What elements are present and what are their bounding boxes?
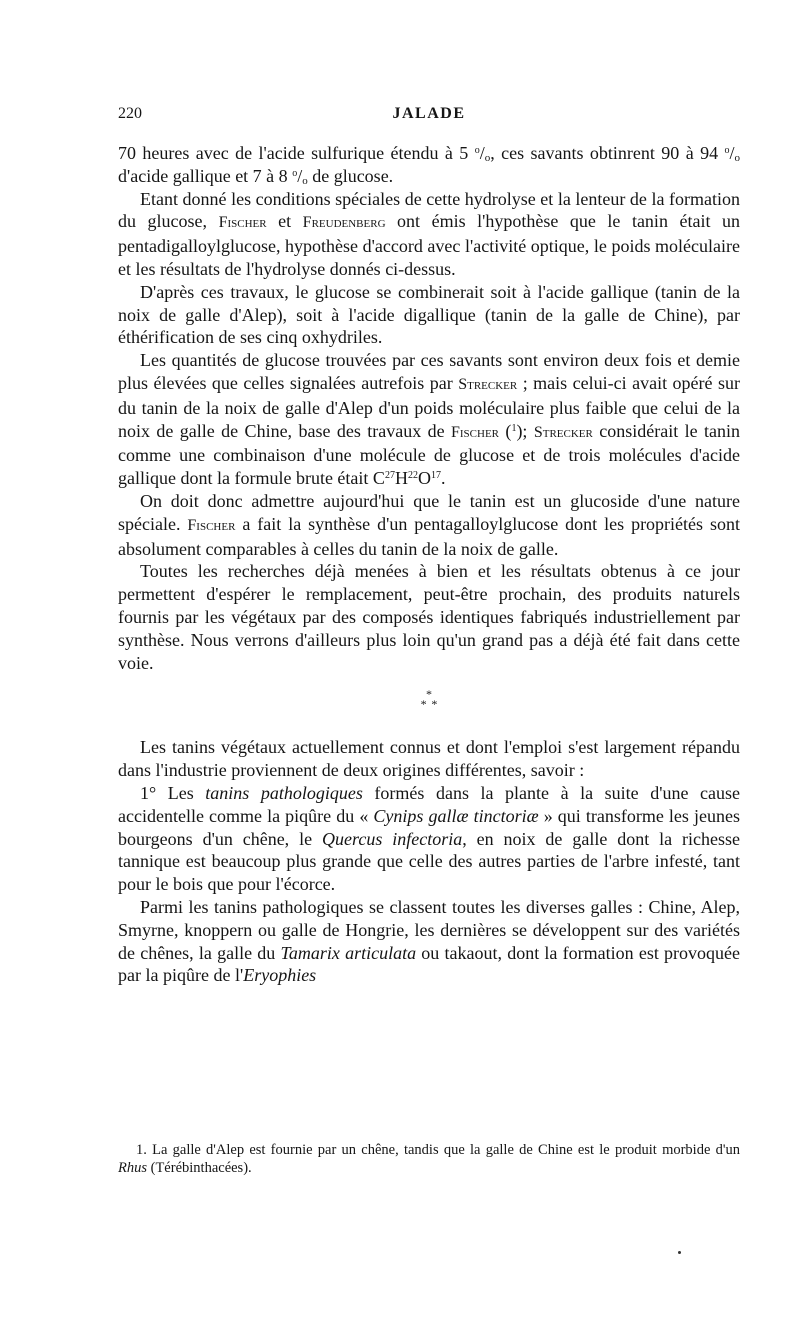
paragraph — [118, 188, 740, 281]
text-run: ou takaout, dont la formation est provoquée par la piqûre de l' — [118, 942, 741, 986]
subscript: o — [734, 152, 741, 164]
text-run: ont émis l'hypothèse que le tanin était un pentadigalloylglucose, hypothèse d'accord avec l'activité optique, le poids moléculaire et les résultats de l'hydrolyse donnés ci-dessus. — [118, 211, 740, 279]
paragraph — [118, 142, 740, 188]
text-run: Les tanins végétaux actuellement connus et dont l'emploi s'est largement répandu dans l'industrie proviennent de deux origines différentes, savoir : — [118, 737, 740, 781]
text-run: O — [417, 468, 431, 489]
page-speck — [678, 1251, 681, 1254]
superscript: 1 — [511, 422, 517, 434]
text-run: a fait la synthèse d'un pentagalloylglucose dont les propriétés sont absolument comparables à celles du tanin de la noix de galle. — [118, 513, 740, 559]
author-name: Freudenberg — [302, 214, 386, 232]
text-run: d'acide gallique et 7 à 8 — [118, 165, 293, 186]
text-run: 1. La galle d'Alep est fournie par un chêne, tandis que la galle de Chine est le produit morbide d'un — [136, 1142, 740, 1158]
text-run: Etant donné les conditions spéciales de cette hydrolyse et la lenteur de la formation du glucose, — [118, 188, 740, 232]
text-run: ( — [499, 420, 512, 441]
text-run: / — [479, 143, 485, 163]
body-text — [118, 142, 740, 987]
text-run: D'après ces travaux, le glucose se combinerait soit à l'acide gallique (tanin de la noix de galle d'Alep), soit à l'acide digallique (tanin de la galle de Chine), par éthérification de ses cinq oxhydriles. — [118, 281, 740, 348]
text-run: / — [729, 143, 735, 163]
italic-text: Tamarix articulata — [280, 942, 417, 963]
paragraph — [118, 490, 740, 560]
text-run: , ces savants obtinrent 90 à 94 — [490, 143, 725, 163]
page-header — [118, 105, 740, 129]
text-run: 70 heures avec de l'acide sulfurique étendu à 5 — [118, 143, 475, 163]
author-name: Fischer — [218, 214, 267, 232]
superscript: 17 — [430, 470, 441, 482]
paragraph — [118, 349, 740, 490]
text-run: / — [297, 165, 303, 186]
paragraph — [118, 896, 740, 987]
italic-text: Eryophies — [243, 965, 317, 986]
text-run: On doit donc admettre aujourd'hui que le tanin est un glucoside d'une nature spéciale. — [118, 490, 740, 534]
text-run: , en noix de galle dont la richesse tannique est beaucoup plus grande que celle des autres parties de l'arbre infesté, tant pour le bois que pour l'écorce. — [118, 828, 740, 895]
superscript: o — [474, 145, 480, 156]
paragraph — [118, 782, 740, 896]
author-name: Strecker — [458, 375, 518, 393]
text-run: H — [394, 468, 408, 489]
italic-text: Quercus infectoria — [322, 828, 463, 849]
running-title: JALADE — [392, 105, 466, 122]
paragraph — [118, 736, 740, 782]
superscript: o — [292, 167, 298, 179]
subscript: o — [484, 152, 491, 164]
text-run: ); — [516, 420, 534, 441]
text-run: . — [440, 468, 446, 489]
paragraph — [118, 281, 740, 349]
text-run: considérait le tanin comme une combinaison d'une molécule de glucose et de trois molécules d'acide gallique dont la formule brute était C — [118, 420, 741, 489]
author-name: Fischer — [451, 423, 500, 441]
text-run: Parmi les tanins pathologiques se classent toutes les diverses galles : Chine, Alep, Smyrne, knoppern ou galle de Hongrie, les dernières se développent sur des variétés de chênes, la galle du — [118, 896, 740, 963]
paragraph — [118, 560, 740, 674]
text-run: ; mais celui-ci avait opéré sur du tanin de la noix de galle d'Alep d'un poids moléculaire plus faible que celui de la noix de galle de Chine, base des travaux de — [118, 372, 740, 441]
superscript: o — [724, 145, 730, 156]
text-run: (Térébinthacées). — [147, 1160, 252, 1176]
italic-text: Rhus — [118, 1160, 147, 1176]
author-name: Strecker — [533, 423, 593, 441]
text-run: de glucose. — [307, 165, 394, 186]
superscript: 27 — [384, 470, 395, 482]
text-run: 1° Les — [140, 782, 206, 803]
subscript: o — [302, 174, 308, 187]
text-run: Toutes les recherches déjà menées à bien et les résultats obtenus à ce jour permettent d'espérer le remplacement, peut-être prochain, des produits naturels fournis par les végétaux par des composés identiques fabriqués industriellement par synthèse. Nous verrons d'ailleurs plus loin qu'un grand pas a déjà été fait dans cette voie. — [118, 561, 740, 673]
italic-text: tanins pathologiques — [205, 782, 363, 803]
text-run: » qui transforme les jeunes bourgeons d'un chêne, le — [118, 805, 740, 849]
superscript: 22 — [407, 470, 418, 482]
author-name: Fischer — [187, 516, 236, 534]
text-run: et — [266, 211, 303, 232]
footnote — [118, 1141, 740, 1177]
text-run: formés dans la plante à la suite d'une cause accidentelle comme la piqûre du « — [118, 782, 740, 826]
text-run: Les quantités de glucose trouvées par ces savants sont environ deux fois et demie plus élevées que celles signalées autrefois par — [118, 350, 740, 393]
page-number: 220 — [118, 105, 142, 122]
footnote-text — [118, 1141, 740, 1177]
italic-text: Cynips gallæ tinctoriæ — [373, 805, 539, 826]
section-asterism: * * * — [420, 687, 438, 712]
